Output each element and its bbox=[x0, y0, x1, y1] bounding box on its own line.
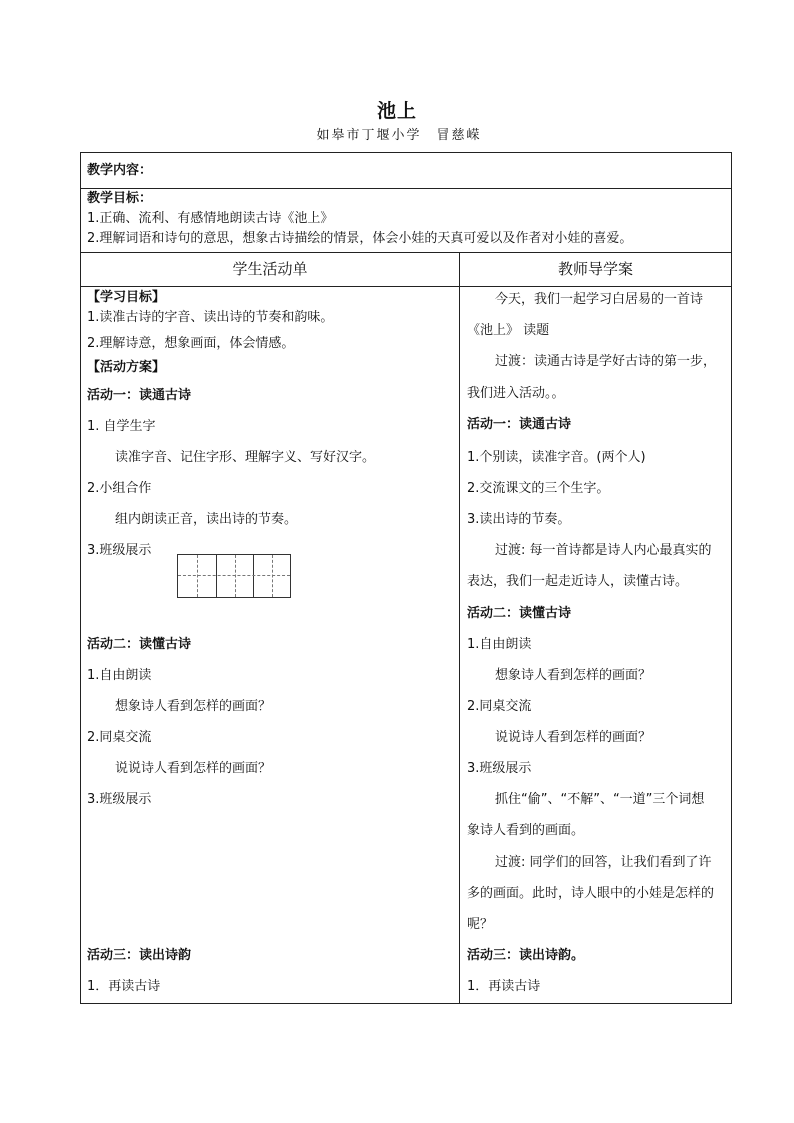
teacher-text: 今天，我们一起学习白居易的一首诗 bbox=[495, 292, 704, 307]
study-goal-item: 1.读准古诗的字音、读出诗的节奏和韵味。 bbox=[87, 310, 334, 325]
activity-one-title: 活动一：读通古诗 bbox=[87, 388, 192, 403]
teacher-text: 表达，我们一起走近诗人，读懂古诗。 bbox=[467, 574, 689, 589]
grid-dashed-line bbox=[197, 555, 198, 597]
teacher-activity-one-title: 活动一：读通古诗 bbox=[467, 417, 572, 432]
study-goal-item: 2.理解诗意，想象画面，体会情感。 bbox=[87, 336, 295, 351]
activity-step-detail: 组内朗读正音，读出诗的节奏。 bbox=[115, 512, 298, 527]
writing-grid bbox=[177, 554, 291, 598]
activity-step: 2.同桌交流 bbox=[87, 730, 152, 745]
teacher-step-detail: 想象诗人看到怎样的画面？ bbox=[495, 668, 652, 683]
teacher-step: 2.同桌交流 bbox=[467, 699, 532, 714]
activity-step: 3.班级展示 bbox=[87, 543, 152, 558]
goal-item: 1.正确、流利、有感情地朗读古诗《池上》 bbox=[87, 211, 334, 226]
activity-plan-heading: 【活动方案】 bbox=[87, 360, 166, 375]
teacher-text: 过渡: 每一首诗都是诗人内心最真实的 bbox=[495, 543, 712, 558]
grid-dashed-line bbox=[272, 555, 273, 597]
document-title: 池上 bbox=[376, 100, 417, 122]
activity-three-title: 活动三：读出诗韵 bbox=[87, 948, 192, 963]
teacher-step: 1.自由朗读 bbox=[467, 637, 532, 652]
activity-step: 1. 自学生字 bbox=[87, 419, 156, 434]
activity-step-detail: 想象诗人看到怎样的画面？ bbox=[115, 699, 272, 714]
activity-two-title: 活动二：读懂古诗 bbox=[87, 637, 192, 652]
teacher-step: 3.班级展示 bbox=[467, 761, 532, 776]
activity-step-detail: 读准字音、记住字形、理解字义、写好汉字。 bbox=[115, 450, 376, 465]
student-column-header: 学生活动单 bbox=[232, 260, 308, 278]
activity-step-detail: 说说诗人看到怎样的画面？ bbox=[115, 761, 272, 776]
teacher-text: 抓住“偷”、“不解”、“一道”三个词想 bbox=[495, 792, 705, 807]
activity-step: 3.班级展示 bbox=[87, 792, 152, 807]
teacher-text: 过渡：读通古诗是学好古诗的第一步， bbox=[495, 354, 717, 369]
teacher-text: 《池上》 读题 bbox=[467, 323, 550, 338]
grid-line bbox=[253, 555, 254, 597]
content-row bbox=[81, 153, 731, 189]
activity-step: 2.小组合作 bbox=[87, 481, 152, 496]
grid-line bbox=[216, 555, 217, 597]
grid-dashed-line bbox=[235, 555, 236, 597]
teacher-text: 呢？ bbox=[467, 917, 494, 932]
activity-step: 1.自由朗读 bbox=[87, 668, 152, 683]
column-divider bbox=[459, 253, 460, 1003]
teacher-text: 过渡: 同学们的回答，让我们看到了许 bbox=[495, 855, 712, 870]
teacher-column-header: 教师导学案 bbox=[557, 260, 633, 278]
grid-dashed-line bbox=[178, 575, 290, 576]
lesson-table bbox=[80, 152, 732, 1004]
goal-item: 2.理解词语和诗句的意思，想象古诗描绘的情景，体会小娃的天真可爱以及作者对小娃的喜爱。 bbox=[87, 231, 633, 246]
goals-label: 教学目标： bbox=[87, 191, 153, 206]
study-goal-heading: 【学习目标】 bbox=[87, 290, 166, 305]
activity-step: 1．再读古诗 bbox=[87, 979, 161, 994]
author-line: 如皋市丁堰小学 冒慈嵘 bbox=[316, 128, 482, 143]
teacher-activity-three-title: 活动三：读出诗韵。 bbox=[467, 948, 585, 963]
teacher-text: 我们进入活动。。 bbox=[467, 386, 565, 401]
column-header-row bbox=[81, 253, 731, 287]
teacher-step: 2.交流课文的三个生字。 bbox=[467, 481, 610, 496]
teacher-text: 多的画面。此时，诗人眼中的小娃是怎样的 bbox=[467, 886, 715, 901]
teacher-step: 1.个别读，读准字音。(两个人) bbox=[467, 450, 646, 465]
content-label: 教学内容： bbox=[87, 163, 153, 178]
teacher-text: 象诗人看到的画面。 bbox=[467, 823, 585, 838]
goals-row bbox=[81, 189, 731, 253]
teacher-activity-two-title: 活动二：读懂古诗 bbox=[467, 606, 572, 621]
teacher-step-detail: 说说诗人看到怎样的画面？ bbox=[495, 730, 652, 745]
teacher-step: 1．再读古诗 bbox=[467, 979, 541, 994]
teacher-step: 3.读出诗的节奏。 bbox=[467, 512, 571, 527]
